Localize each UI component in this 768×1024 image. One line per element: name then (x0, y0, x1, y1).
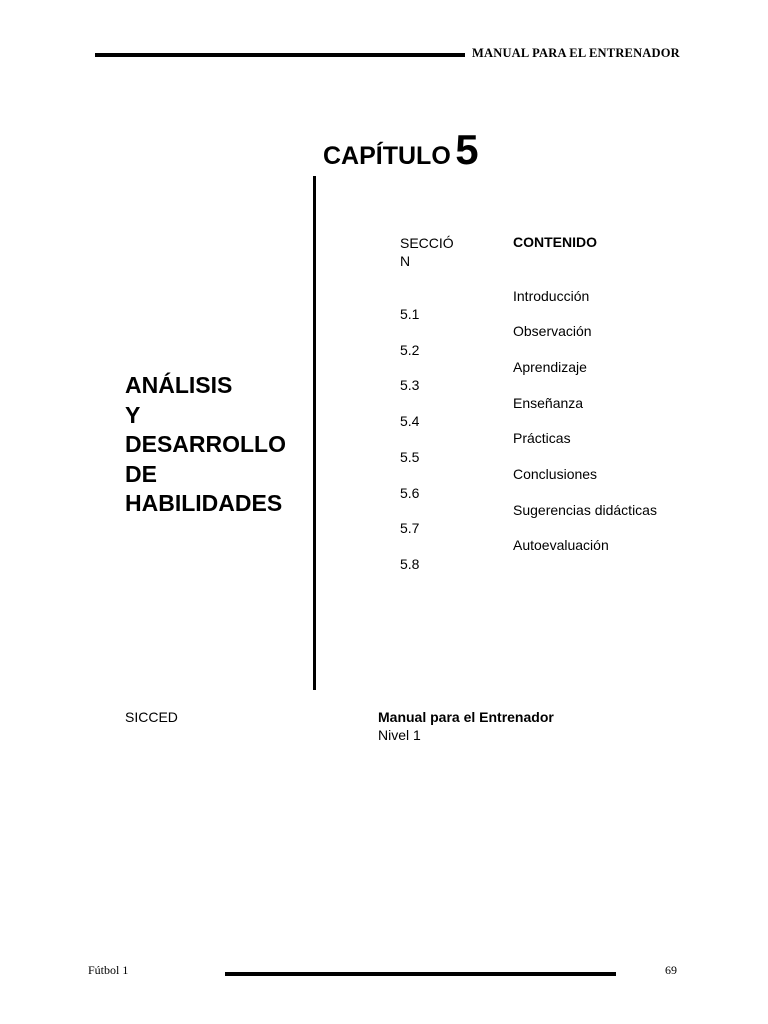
section-number: 5.8 (400, 556, 420, 572)
chapter-number: 5 (455, 126, 479, 173)
organization-name: SICCED (125, 709, 178, 725)
section-content: Sugerencias didácticas (513, 502, 657, 518)
chapter-title-line: ANÁLISIS (125, 372, 233, 398)
header-rule (95, 53, 465, 57)
content-column-header: CONTENIDO (513, 234, 597, 250)
chapter-title (125, 371, 310, 519)
section-number: 5.4 (400, 413, 420, 429)
chapter-heading (323, 126, 479, 174)
running-header: MANUAL PARA EL ENTRENADOR (472, 46, 680, 60)
chapter-title-line: DESARROLLO (125, 431, 286, 457)
section-number: 5.5 (400, 449, 420, 465)
page-number: 69 (665, 963, 677, 977)
footer-rule (225, 972, 616, 976)
section-content: Conclusiones (513, 466, 598, 482)
chapter-word: CAPÍTULO (323, 142, 451, 170)
section-number: 5.2 (400, 342, 420, 358)
section-number: 5.7 (400, 520, 420, 536)
section-number: 5.1 (400, 306, 420, 322)
chapter-title-line: Y (125, 401, 141, 428)
manual-title: Manual para el Entrenador (378, 709, 554, 725)
chapter-title-line: DE (125, 460, 157, 487)
section-content: Observación (513, 323, 592, 339)
chapter-title-line: HABILIDADES (125, 490, 283, 516)
vertical-divider (313, 176, 316, 690)
section-content: Aprendizaje (513, 359, 587, 375)
section-number: 5.6 (400, 485, 420, 501)
section-number: 5.3 (400, 377, 420, 393)
section-content: Autoevaluación (513, 537, 609, 553)
footer-subject: Fútbol 1 (88, 963, 129, 977)
manual-level: Nivel 1 (378, 727, 421, 743)
section-column-header: SECCIÓN (400, 235, 454, 269)
section-content: Introducción (513, 288, 590, 304)
section-content: Enseñanza (513, 395, 584, 411)
section-content: Prácticas (513, 430, 571, 446)
